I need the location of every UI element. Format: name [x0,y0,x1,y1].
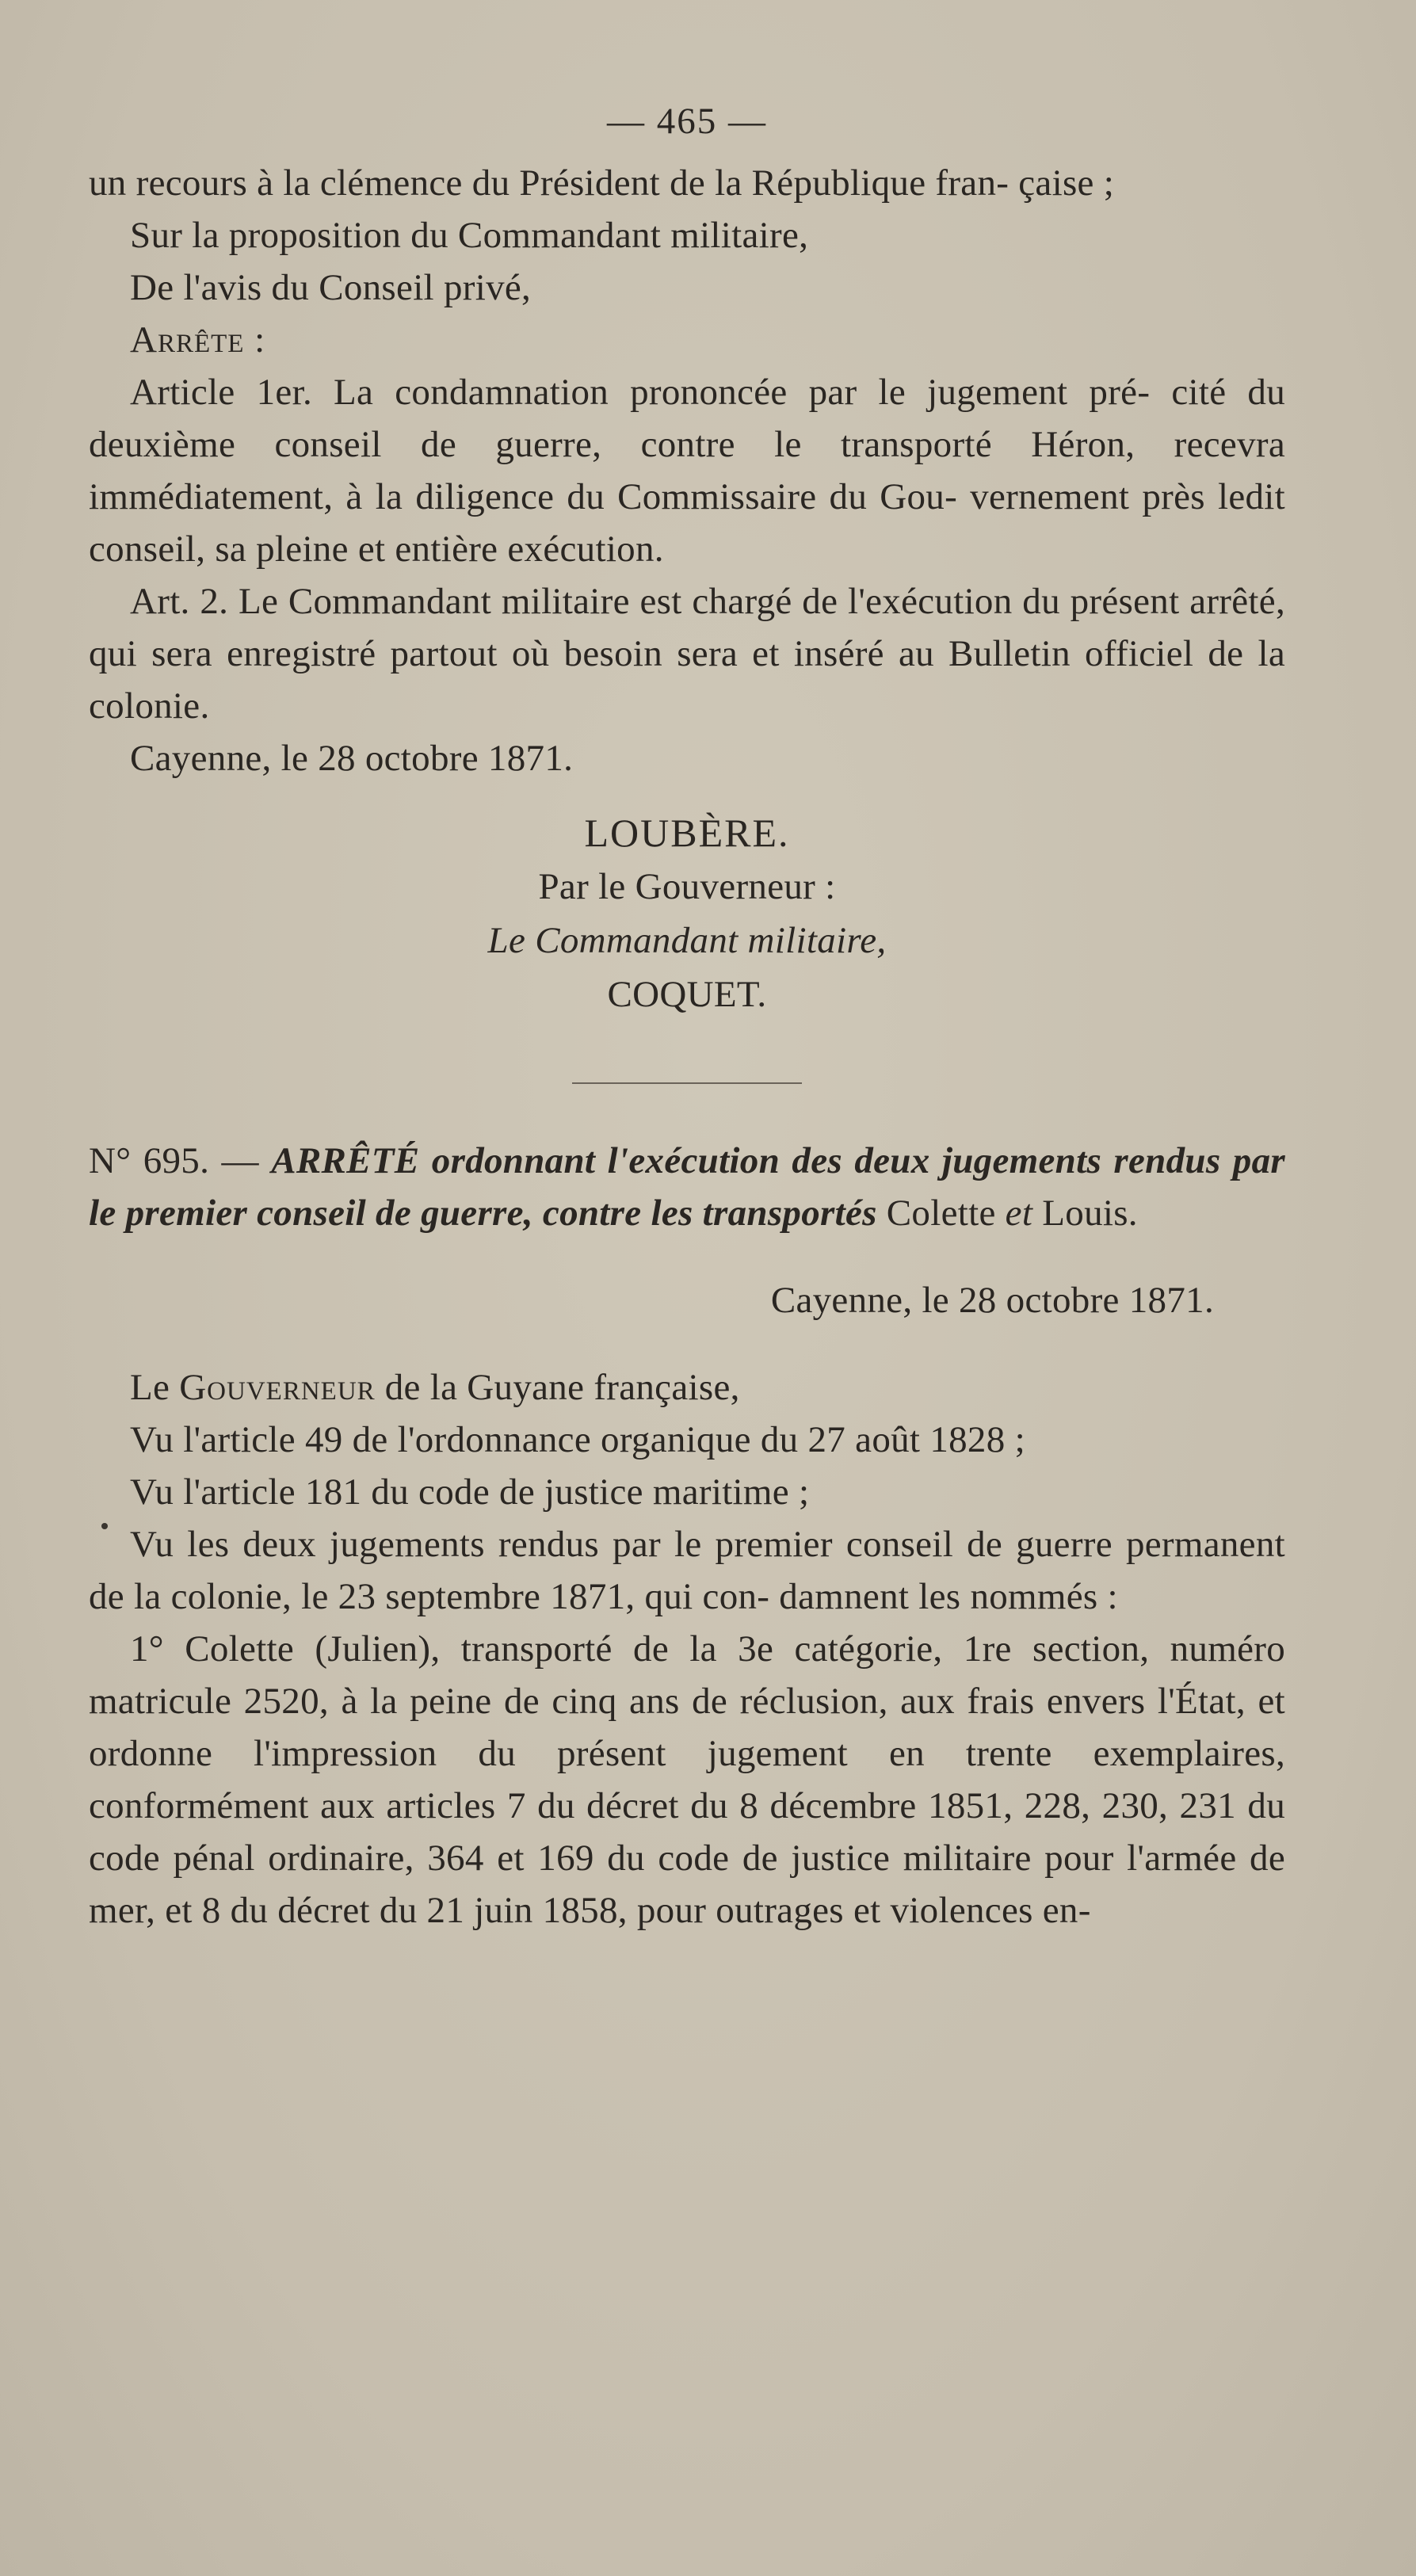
signature-by: Par le Gouverneur : [538,866,836,907]
visa-3: Vu les deux jugements rendus par le premier conseil de guerre permanent de la colonie, le 23 septembre 1871, qui con- damnent les nommés : [89,1524,1285,1617]
gov-rest: de la Guyane française, [375,1367,740,1408]
paragraph-article-1 [89,366,1285,575]
decree-title-italic: ARRÊTÉ ordonnant l'exécution des deux jugements rendus par le premier conseil de guerre, contre les transportés [89,1140,1285,1234]
paragraph-article-2: Art. 2. Le Commandant militaire est chargé de l'exécution du présent arrêté, qui sera enregistré partout où besoin sera et inséré au Bulletin officiel de la colonie. [89,581,1285,727]
governor-line [89,1361,1285,1414]
gov-title: Gouverneur [179,1367,376,1408]
page-number: — 465 — [607,101,767,142]
decree-number: N° 695. — [89,1140,272,1181]
paragraph-date-place: Cayenne, le 28 octobre 1871. [130,738,574,779]
decree-name-2: Louis. [1032,1193,1138,1234]
heading-arrete: Arrête : [130,319,266,361]
article-1-text: La condamnation prononcée par le jugement pré- cité du deuxième conseil de guerre, contre le transporté Héron, recevra immédiatement, à la diligence du Commissaire du Gou- vernement près ledit conseil, sa pleine et entière exécution. [89,372,1285,570]
visa-2: Vu l'article 181 du code de justice maritime ; [130,1471,810,1513]
signature-role: Le Commandant militaire, [487,920,887,961]
decree-name-1: Colette [876,1193,1006,1234]
article-1-lead: Article 1er. [130,372,312,413]
visa-1: Vu l'article 49 de l'ordonnance organique du 27 août 1828 ; [130,1419,1025,1460]
section-divider [572,1082,802,1084]
text-column [89,95,1285,1937]
signature-countersign: COQUET. [607,974,767,1015]
item-1: 1° Colette (Julien), transporté de la 3e catégorie, 1re section, numéro matricule 2520, à la peine de cinq ans de réclusion, aux frais envers l'État, et ordonne l'impression du présent jugement en trente exemplaires, conformément aux articles 7 du décret du 8 décembre 1851, 228, 230, 231 du code pénal ordinaire, 364 et 169 du code de justice militaire pour l'armée de mer, et 8 du décret du 21 juin 1858, pour outrages et violences en- [89,1628,1285,1931]
decree-dateline: Cayenne, le 28 octobre 1871. [770,1280,1214,1321]
decree-et: et [1005,1193,1033,1234]
paragraph-avis: De l'avis du Conseil privé, [130,267,532,308]
signature-block [89,807,1285,1021]
signature-name: LOUBÈRE. [584,811,790,855]
paragraph-continuation: un recours à la clémence du Président de la République fran- çaise ; [89,162,1115,204]
paragraph-proposition: Sur la proposition du Commandant militaire, [130,215,809,256]
decree-title [89,1135,1285,1239]
ink-spot [101,1523,108,1529]
gov-lead: Le [130,1367,180,1408]
